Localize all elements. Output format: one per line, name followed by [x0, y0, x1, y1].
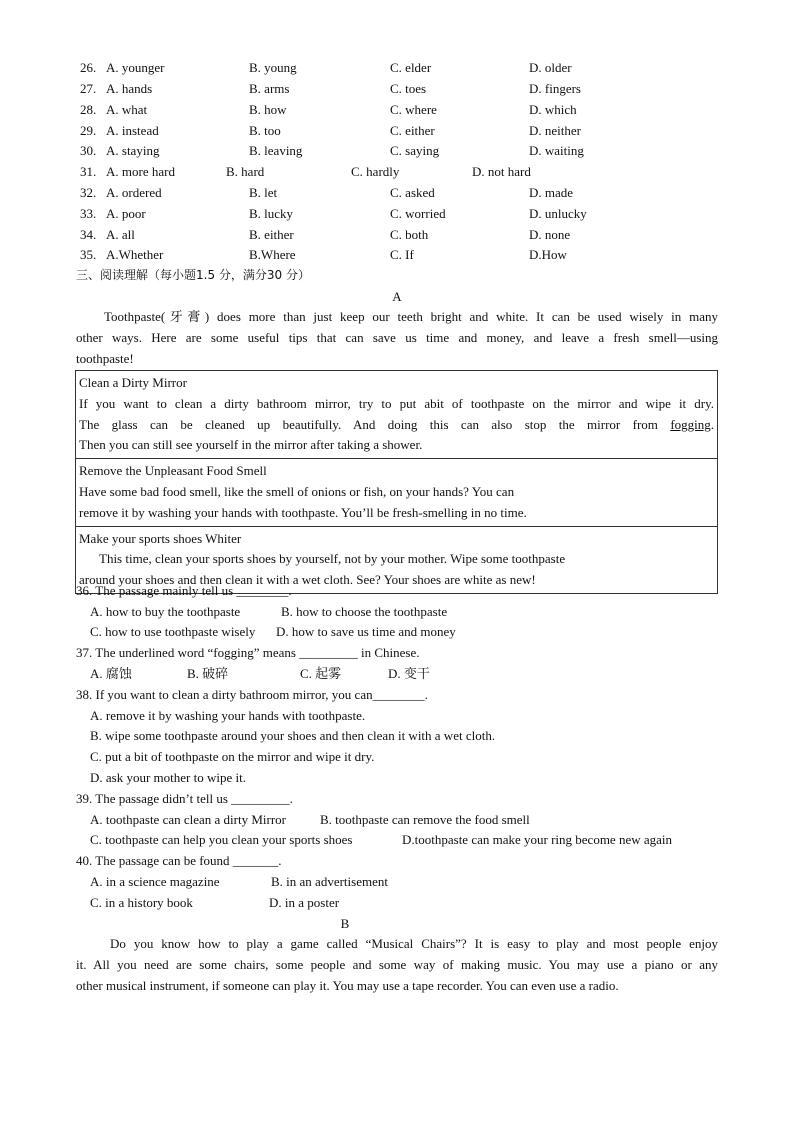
question-36-option-c[interactable]: C. how to use toothpaste wisely: [90, 624, 256, 639]
tip-food-smell: [76, 458, 717, 525]
question-36-stem: 36. The passage mainly tell us ________.: [76, 583, 292, 598]
passage-b-line: other musical instrument, if someone can play it. You may use a tape recorder. You can even use a radio.: [76, 977, 619, 993]
option-b: B. how: [249, 102, 287, 117]
question-38-option-b[interactable]: B. wipe some toothpaste around your shoes and then clean it with a wet cloth.: [90, 728, 496, 743]
question-38-option-d[interactable]: D. ask your mother to wipe it.: [90, 770, 246, 785]
tips-box: [75, 370, 718, 594]
option-c: C. hardly: [351, 164, 400, 179]
passage-a-intro: [76, 307, 718, 369]
option-b: B. too: [249, 123, 281, 138]
option-d: D. neither: [529, 123, 581, 138]
option-row-27: [80, 81, 720, 97]
option-row-28: [80, 102, 720, 118]
option-a: A. all: [106, 227, 135, 242]
option-c: C. saying: [390, 143, 440, 158]
option-number: 29.: [80, 123, 97, 138]
option-b: B. leaving: [249, 143, 303, 158]
intro-line: other ways. Here are some useful tips that can save us time and money, and leave a fresh smell—using: [76, 329, 718, 345]
option-d: D.How: [529, 247, 567, 262]
option-a: A. instead: [106, 123, 159, 138]
option-b: B. arms: [249, 81, 290, 96]
tip-line-text: The glass can be cleaned up beautifully. And doing this can also stop the mirror from: [79, 416, 658, 432]
passage-b-line: it. All you need are some chairs, some people and some way of making music. You may use a piano or any: [76, 956, 718, 972]
option-b: B. hard: [226, 164, 265, 179]
question-36-option-b[interactable]: B. how to choose the toothpaste: [281, 604, 448, 619]
option-d: D. unlucky: [529, 206, 587, 221]
tip-line: remove it by washing your hands with toothpaste. You’ll be fresh-smelling in no time.: [79, 504, 527, 520]
tip-line: This time, clean your sports shoes by yourself, not by your mother. Wipe some toothpaste: [99, 551, 566, 567]
option-number: 34.: [80, 227, 97, 242]
option-d: D. waiting: [529, 143, 584, 158]
option-c: C. elder: [390, 60, 432, 75]
option-b: B. young: [249, 60, 297, 75]
option-c: C. both: [390, 227, 429, 242]
intro-line: toothpaste!: [76, 350, 134, 366]
option-a: A. staying: [106, 143, 160, 158]
option-a: A. ordered: [106, 185, 162, 200]
passage-a-letter: A: [392, 289, 402, 304]
option-d: D. which: [529, 102, 577, 117]
option-row-31: [80, 164, 720, 180]
passage-b-line: Do you know how to play a game called “Musical Chairs”? It is easy to play and most people enjoy: [110, 936, 718, 951]
question-40-option-b[interactable]: B. in an advertisement: [271, 874, 388, 889]
tip-mirror: [76, 371, 717, 458]
option-c: C. where: [390, 102, 437, 117]
question-39-option-b[interactable]: B. toothpaste can remove the food smell: [320, 812, 530, 827]
tip-heading: Make your sports shoes Whiter: [79, 530, 242, 546]
option-d: D. made: [529, 185, 574, 200]
question-38-option-c[interactable]: C. put a bit of toothpaste on the mirror and wipe it dry.: [90, 749, 375, 764]
option-b: B. either: [249, 227, 294, 242]
option-number: 31.: [80, 164, 97, 179]
option-b: B.Where: [249, 247, 296, 262]
passage-b-letter: B: [340, 916, 350, 931]
option-number: 26.: [80, 60, 97, 75]
question-37-option-a[interactable]: A. 腐蚀: [90, 666, 132, 681]
option-c: C. worried: [390, 206, 446, 221]
option-number: 33.: [80, 206, 97, 221]
option-d: D. none: [529, 227, 571, 242]
question-37-option-d[interactable]: D. 变干: [388, 666, 430, 681]
option-row-29: [80, 123, 720, 139]
question-38-stem: 38. If you want to clean a dirty bathroom mirror, you can________.: [76, 687, 428, 702]
intro-line: Toothpaste(牙膏) does more than just keep our teeth bright and white. It can be used wisely in many: [104, 309, 718, 324]
tip-heading: Clean a Dirty Mirror: [79, 375, 187, 390]
passage-b-text: [76, 934, 718, 996]
question-40-option-c[interactable]: C. in a history book: [90, 895, 193, 910]
question-37-stem: 37. The underlined word “fogging” means _________ in Chinese.: [76, 645, 420, 660]
question-39-stem: 39. The passage didn’t tell us _________.: [76, 791, 293, 806]
option-a: A. what: [106, 102, 148, 117]
option-a: A. hands: [106, 81, 153, 96]
option-row-32: [80, 185, 720, 201]
question-38-option-a[interactable]: A. remove it by washing your hands with toothpaste.: [90, 708, 366, 723]
tip-line: Then you can still see yourself in the mirror after taking a shower.: [79, 437, 423, 453]
option-row-26: [80, 60, 720, 76]
section-title: 三、阅读理解（每小题1.5 分，满分30 分）: [76, 268, 310, 282]
option-b: B. let: [249, 185, 278, 200]
tip-heading: Remove the Unpleasant Food Smell: [79, 463, 267, 479]
option-number: 32.: [80, 185, 97, 200]
question-37-option-c[interactable]: C. 起雾: [300, 666, 342, 681]
question-39-option-c[interactable]: C. toothpaste can help you clean your sports shoes: [90, 832, 353, 847]
question-39-option-d[interactable]: D.toothpaste can make your ring become new again: [402, 832, 673, 847]
option-c: C. toes: [390, 81, 427, 96]
option-c: C. either: [390, 123, 435, 138]
period: .: [710, 416, 715, 432]
option-a: A. younger: [106, 60, 165, 75]
option-number: 35.: [80, 247, 97, 262]
tip-line: around your shoes and then clean it with a wet cloth. See? Your shoes are white as new!: [79, 572, 536, 588]
option-a: A. more hard: [106, 164, 175, 179]
option-a: A.Whether: [106, 247, 164, 262]
option-a: A. poor: [106, 206, 146, 221]
question-37-option-b[interactable]: B. 破碎: [187, 666, 229, 681]
option-d: D. not hard: [472, 164, 531, 179]
question-40-stem: 40. The passage can be found _______.: [76, 853, 282, 868]
option-c: C. If: [390, 247, 414, 262]
option-row-35: [80, 247, 720, 263]
option-row-34: [80, 227, 720, 243]
option-row-33: [80, 206, 720, 222]
option-c: C. asked: [390, 185, 435, 200]
underlined-word: fogging: [670, 416, 711, 432]
option-b: B. lucky: [249, 206, 294, 221]
tip-line: If you want to clean a dirty bathroom mirror, try to put abit of toothpaste on the mirror and wipe it dry.: [79, 395, 714, 411]
option-number: 28.: [80, 102, 97, 117]
option-d: D. fingers: [529, 81, 581, 96]
question-36-option-a[interactable]: A. how to buy the toothpaste: [90, 604, 241, 619]
question-36-option-d[interactable]: D. how to save us time and money: [276, 624, 456, 639]
question-40-option-a[interactable]: A. in a science magazine: [90, 874, 220, 889]
option-row-30: [80, 143, 720, 159]
tip-line: Have some bad food smell, like the smell of onions or fish, on your hands? You can: [79, 483, 515, 499]
question-39-option-a[interactable]: A. toothpaste can clean a dirty Mirror: [90, 812, 287, 827]
question-40-option-d[interactable]: D. in a poster: [269, 895, 340, 910]
option-number: 27.: [80, 81, 97, 96]
option-number: 30.: [80, 143, 97, 158]
tip-line-fogging: [79, 415, 714, 436]
option-d: D. older: [529, 60, 572, 75]
